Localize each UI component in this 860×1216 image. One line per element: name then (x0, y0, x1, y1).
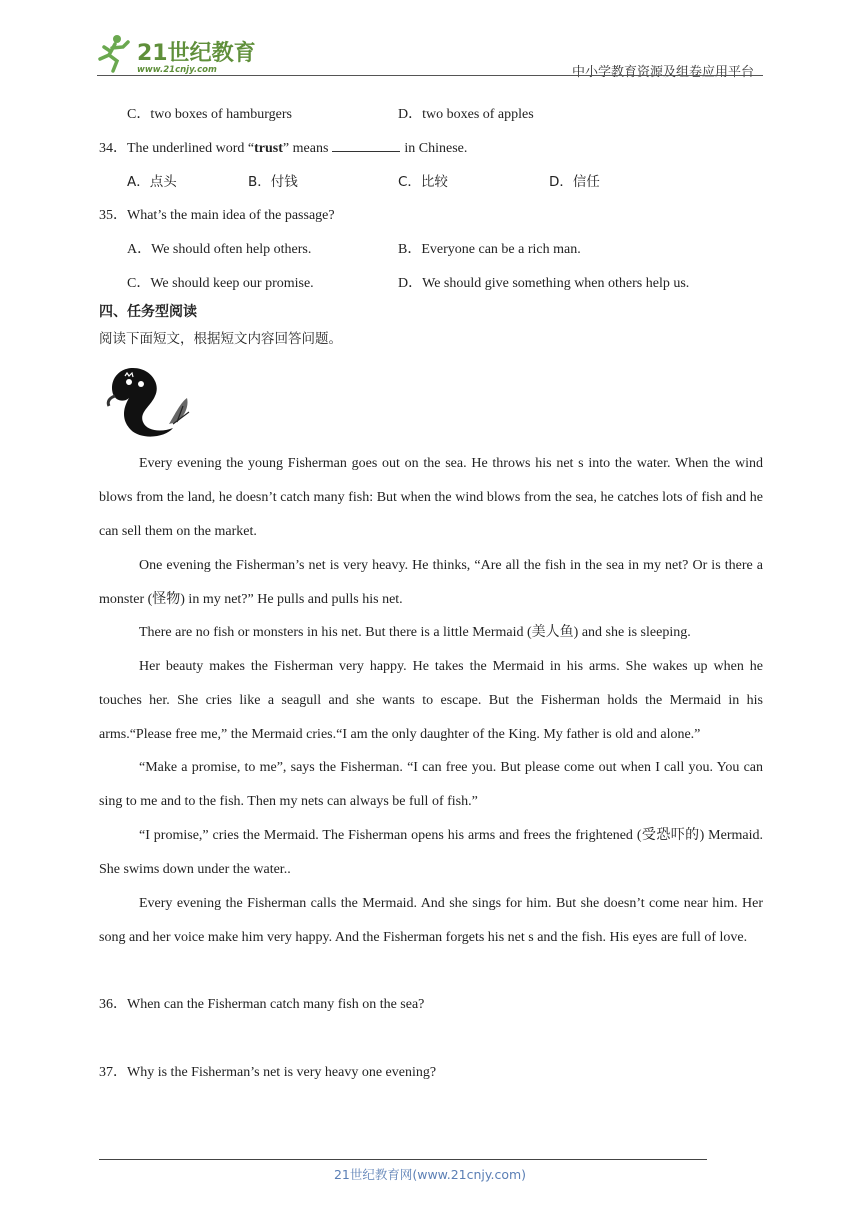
passage-paragraph-3: There are no fish or monsters in his net. But there is a little Mermaid (美人鱼) and she is sleeping. (139, 625, 691, 640)
logo-url: www.21cnjy.com (137, 65, 217, 75)
q35-option-d: D．We should give something when others help us. (398, 276, 690, 291)
logo-text: 21世纪教育 (137, 41, 256, 66)
passage-paragraph-1: Every evening the young Fisherman goes out on the sea. He throws his net s into the water. When the wind blows from the land, he doesn’t catch many fish: But when the wind blows from the sea, he catches lots of fish and he can sell them on the market. (99, 456, 763, 539)
q35-option-b: B．Everyone can be a rich man. (398, 242, 581, 257)
q35-option-c: C．We should keep our promise. (127, 276, 314, 291)
site-logo (95, 33, 260, 75)
q34-stem (99, 139, 467, 159)
q35-option-a: A．We should often help others. (127, 242, 312, 257)
header-divider (97, 75, 763, 76)
passage-paragraph-6: “I promise,” cries the Mermaid. The Fisherman opens his arms and frees the frightened (受恐吓的) Mermaid. She swims down under the water.. (99, 828, 763, 877)
q34-stem-prefix: 34．The underlined word “ (99, 141, 255, 156)
q37-stem: 37．Why is the Fisherman’s net is very heavy one evening? (99, 1065, 437, 1080)
q34-underlined-word: trust (254, 141, 283, 156)
mermaid-illustration (103, 362, 193, 442)
q34-option-b: B．付钱 (248, 174, 298, 190)
q33-option-d: D．two boxes of apples (398, 107, 534, 122)
q35-stem: 35．What’s the main idea of the passage? (99, 208, 335, 223)
q34-option-c: C．比较 (398, 174, 448, 190)
footer-source: 21世纪教育网(www.21cnjy.com) (333, 1167, 527, 1182)
header-platform-title: 中小学教育资源及组卷应用平台 (571, 65, 754, 80)
footer-divider (99, 1159, 707, 1160)
runner-icon (100, 35, 128, 71)
passage-paragraph-2: One evening the Fisherman’s net is very heavy. He thinks, “Are all the fish in the sea in my net? Or is there a monster (怪物) in my net?” He pulls and pulls his net. (99, 558, 763, 607)
section-instruction: 阅读下面短文，根据短文内容回答问题。 (99, 331, 342, 347)
passage-paragraph-5: “Make a promise, to me”, says the Fisherman. “I can free you. But please come out when I call you. You can sing to me and to the fish. Then my nets can always be full of fish.” (99, 760, 763, 809)
answer-blank (332, 139, 400, 152)
q36-stem: 36．When can the Fisherman catch many fish on the sea? (99, 997, 425, 1012)
q34-stem-mid: ” means (282, 141, 329, 156)
passage-paragraph-4: Her beauty makes the Fisherman very happy. He takes the Mermaid in his arms. She wakes up when he touches her. She cries like a seagull and she wants to escape. But the Fisherman holds the Mermaid in his arms.“Please free me,” the Mermaid cries.“I am the only daughter of the King. My father is old and alone.” (99, 659, 763, 742)
q34-stem-suffix: in Chinese. (404, 141, 468, 156)
q34-option-d: D．信任 (549, 174, 600, 190)
section-heading: 四、任务型阅读 (99, 304, 197, 320)
q34-option-a: A．点头 (127, 174, 177, 190)
q33-option-c: C．two boxes of hamburgers (127, 107, 292, 122)
passage-paragraph-7: Every evening the Fisherman calls the Mermaid. And she sings for him. But she doesn’t come near him. Her song and her voice make him very happy. And the Fisherman forgets his net s and the fish. His eyes are full of love. (99, 896, 763, 945)
